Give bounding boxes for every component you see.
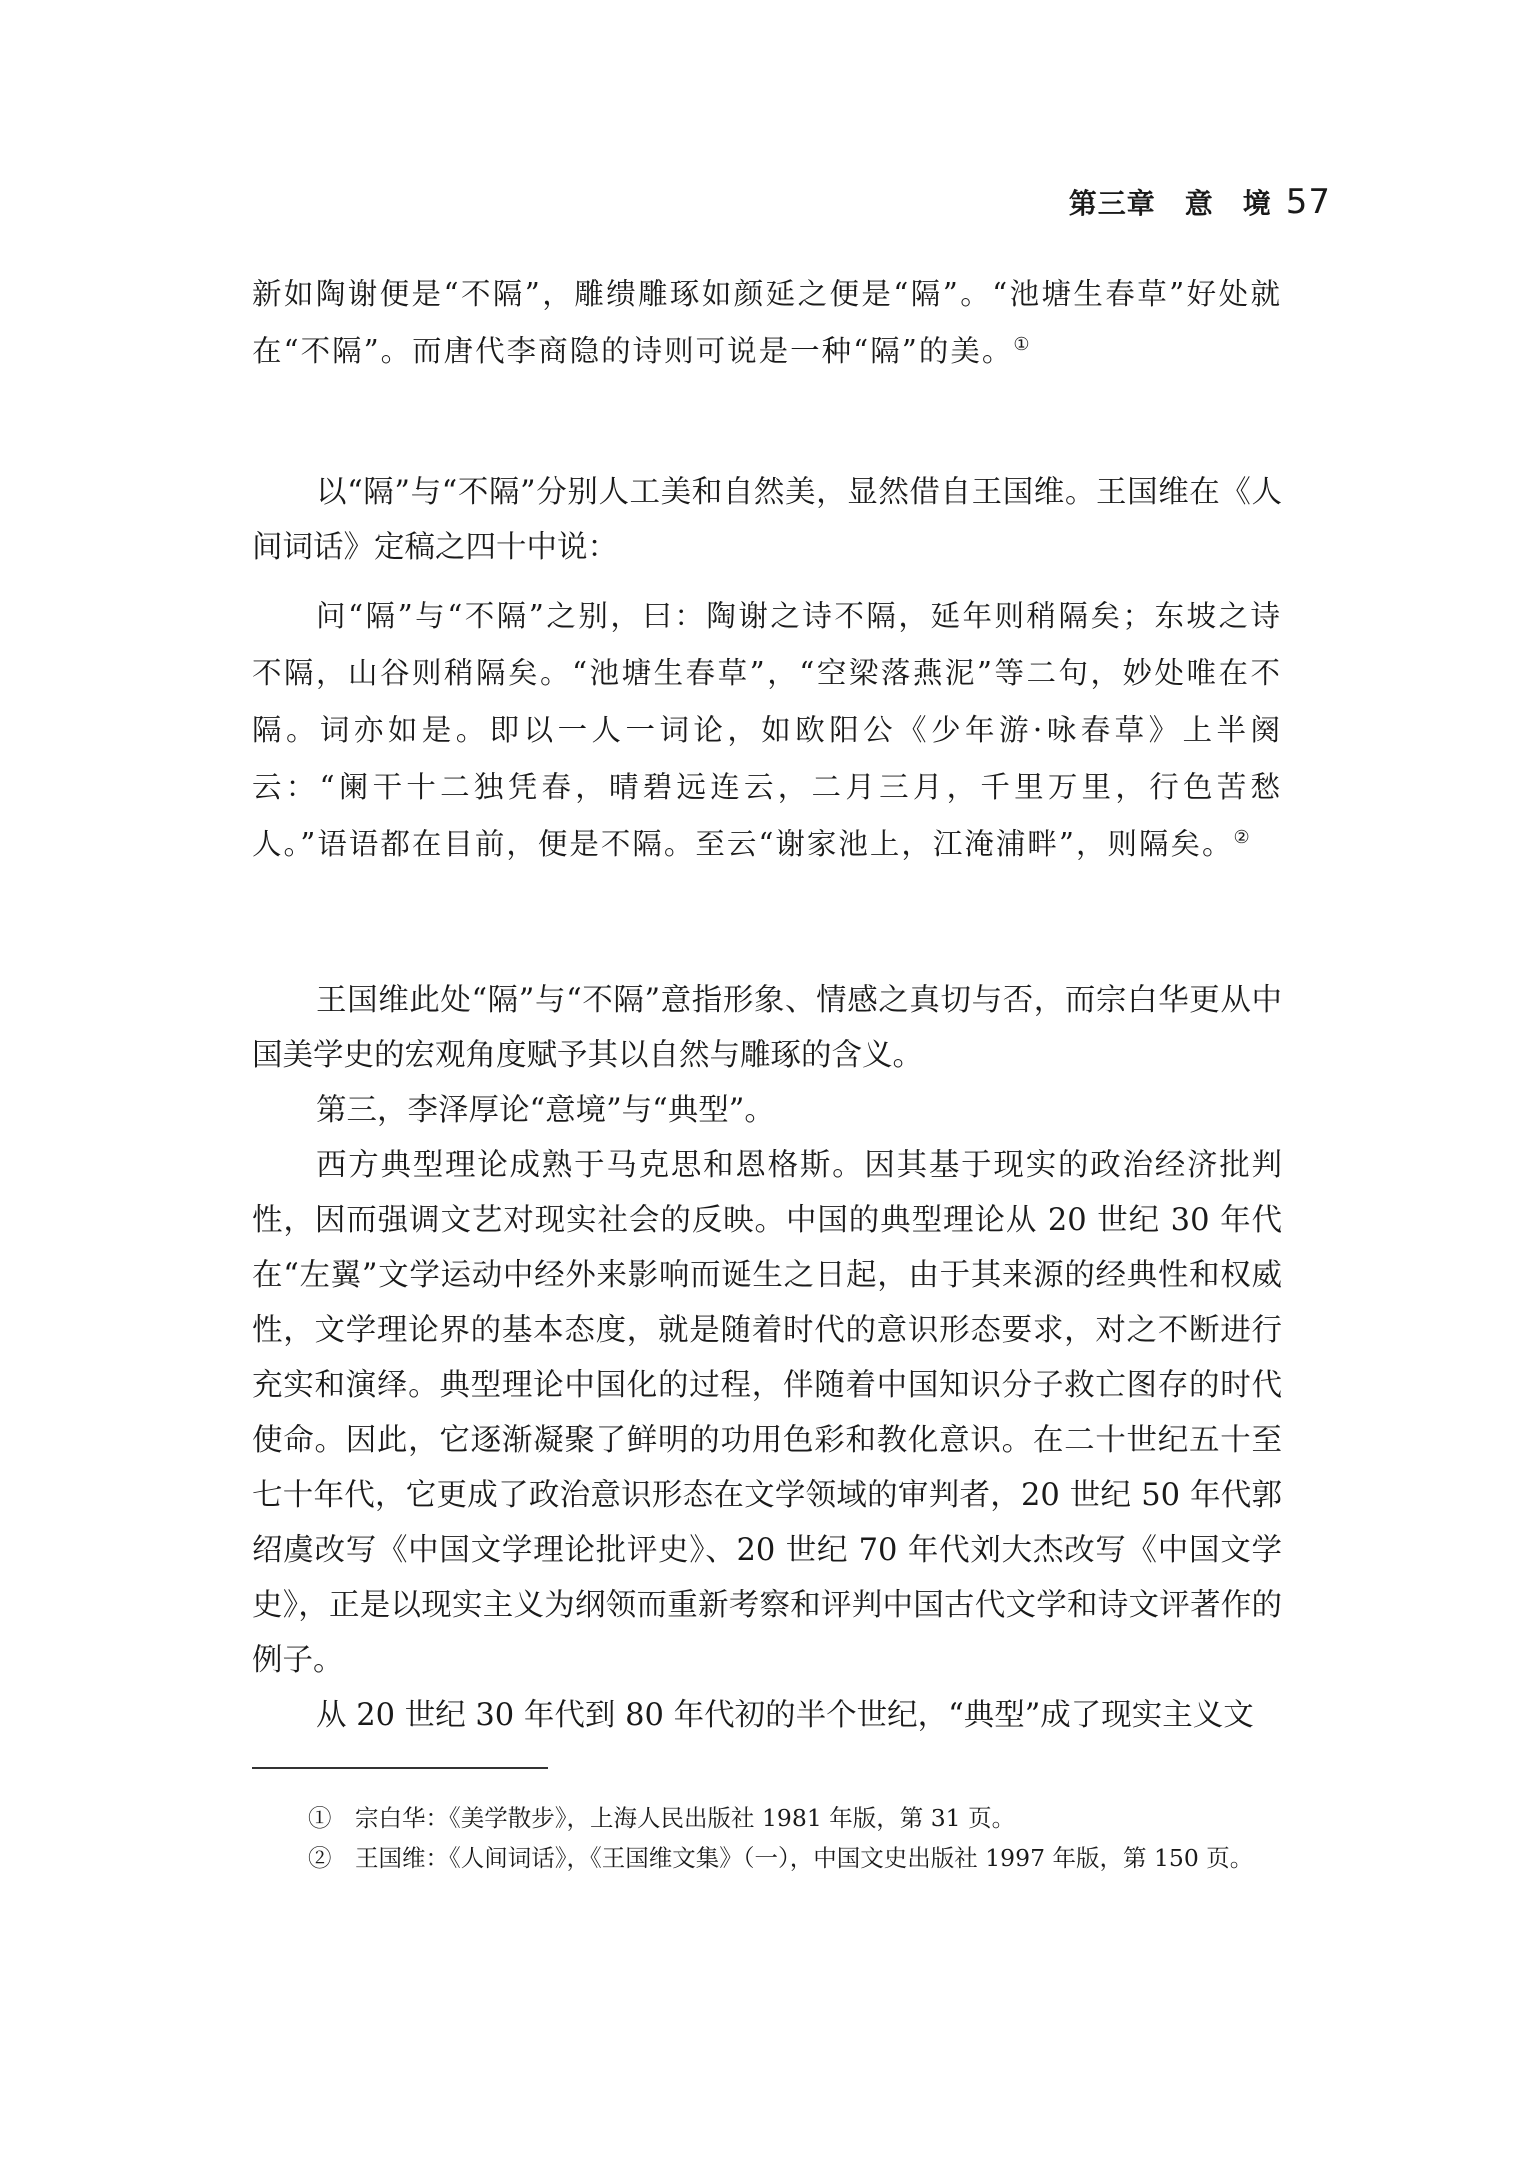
body-section [252,973,1282,1743]
body-paragraph-2: 王国维此处“隔”与“不隔”意指形象、情感之真切与否，而宗白华更从中国美学史的宏观角度赋予其以自然与雕琢的含义。 [252,983,1282,1073]
footnote-marker: ① [308,1804,332,1832]
footnote-marker: ② [308,1844,332,1872]
footnote-text: 王国维：《人间词话》，《王国维文集》（一），中国文史出版社 1997 年版，第 150 页。 [355,1844,1254,1872]
quote-text: 问“隔”与“不隔”之别，曰：陶谢之诗不隔，延年则稍隔矣；东坡之诗不隔，山谷则稍隔矣。“池塘生春草”，“空梁落燕泥”等二句，妙处唯在不隔。词亦如是。即以一人一词论，如欧阳公《少年游·咏春草》上半阕云：“阑干十二独凭春，晴碧远连云，二月三月，千里万里，行色苦愁人。”语语都在目前，便是不隔。至云“谢家池上，江淹浦畔”，则隔矣。 [252,599,1282,861]
footnote-ref-1: ① [1013,334,1032,356]
body-paragraph-5: 从 20 世纪 30 年代到 80 年代初的半个世纪，“典型”成了现实主义文 [316,1698,1254,1733]
block-quote-wang-guowei [252,588,1282,873]
footnote-ref-2: ② [1233,827,1252,849]
quote-continued-text: 新如陶谢便是“不隔”，雕缋雕琢如颜延之便是“隔”。“池塘生春草”好处就在“不隔”。而唐代李商隐的诗则可说是一种“隔”的美。 [252,277,1282,368]
footnote-1 [252,1798,1282,1838]
block-quote-continued [252,266,1282,380]
body-paragraph-1 [252,465,1282,575]
chapter-title: 第三章 意 境 [1068,187,1272,220]
footnote-text: 宗白华：《美学散步》，上海人民出版社 1981 年版，第 31 页。 [355,1804,1016,1832]
footnote-2 [252,1838,1282,1878]
footnote-divider [252,1767,548,1769]
body-paragraph-4: 西方典型理论成熟于马克思和恩格斯。因其基于现实的政治经济批判性，因而强调文艺对现实社会的反映。中国的典型理论从 20 世纪 30 年代在“左翼”文学运动中经外来影响而诞生之日起，由于其来源的经典性和权威性，文学理论界的基本态度，就是随着时代的意识形态要求，对之不断进行充实和演绎。典型理论中国化的过程，伴随着中国知识分子救亡图存的时代使命。因此，它逐渐凝聚了鲜明的功用色彩和教化意识。在二十世纪五十至七十年代，它更成了政治意识形态在文学领域的审判者，20 世纪 50 年代郭绍虞改写《中国文学理论批评史》、20 世纪 70 年代刘大杰改写《中国文学史》，正是以现实主义为纲领而重新考察和评判中国古代文学和诗文评著作的例子。 [252,1148,1282,1678]
footnotes [252,1798,1282,1878]
running-head [1069,182,1331,222]
page-number: 57 [1285,182,1331,222]
body-paragraph-3: 第三，李泽厚论“意境”与“典型”。 [316,1093,775,1128]
paragraph-text: 以“隔”与“不隔”分别人工美和自然美，显然借自王国维。王国维在《人间词话》定稿之四十中说： [252,475,1282,565]
